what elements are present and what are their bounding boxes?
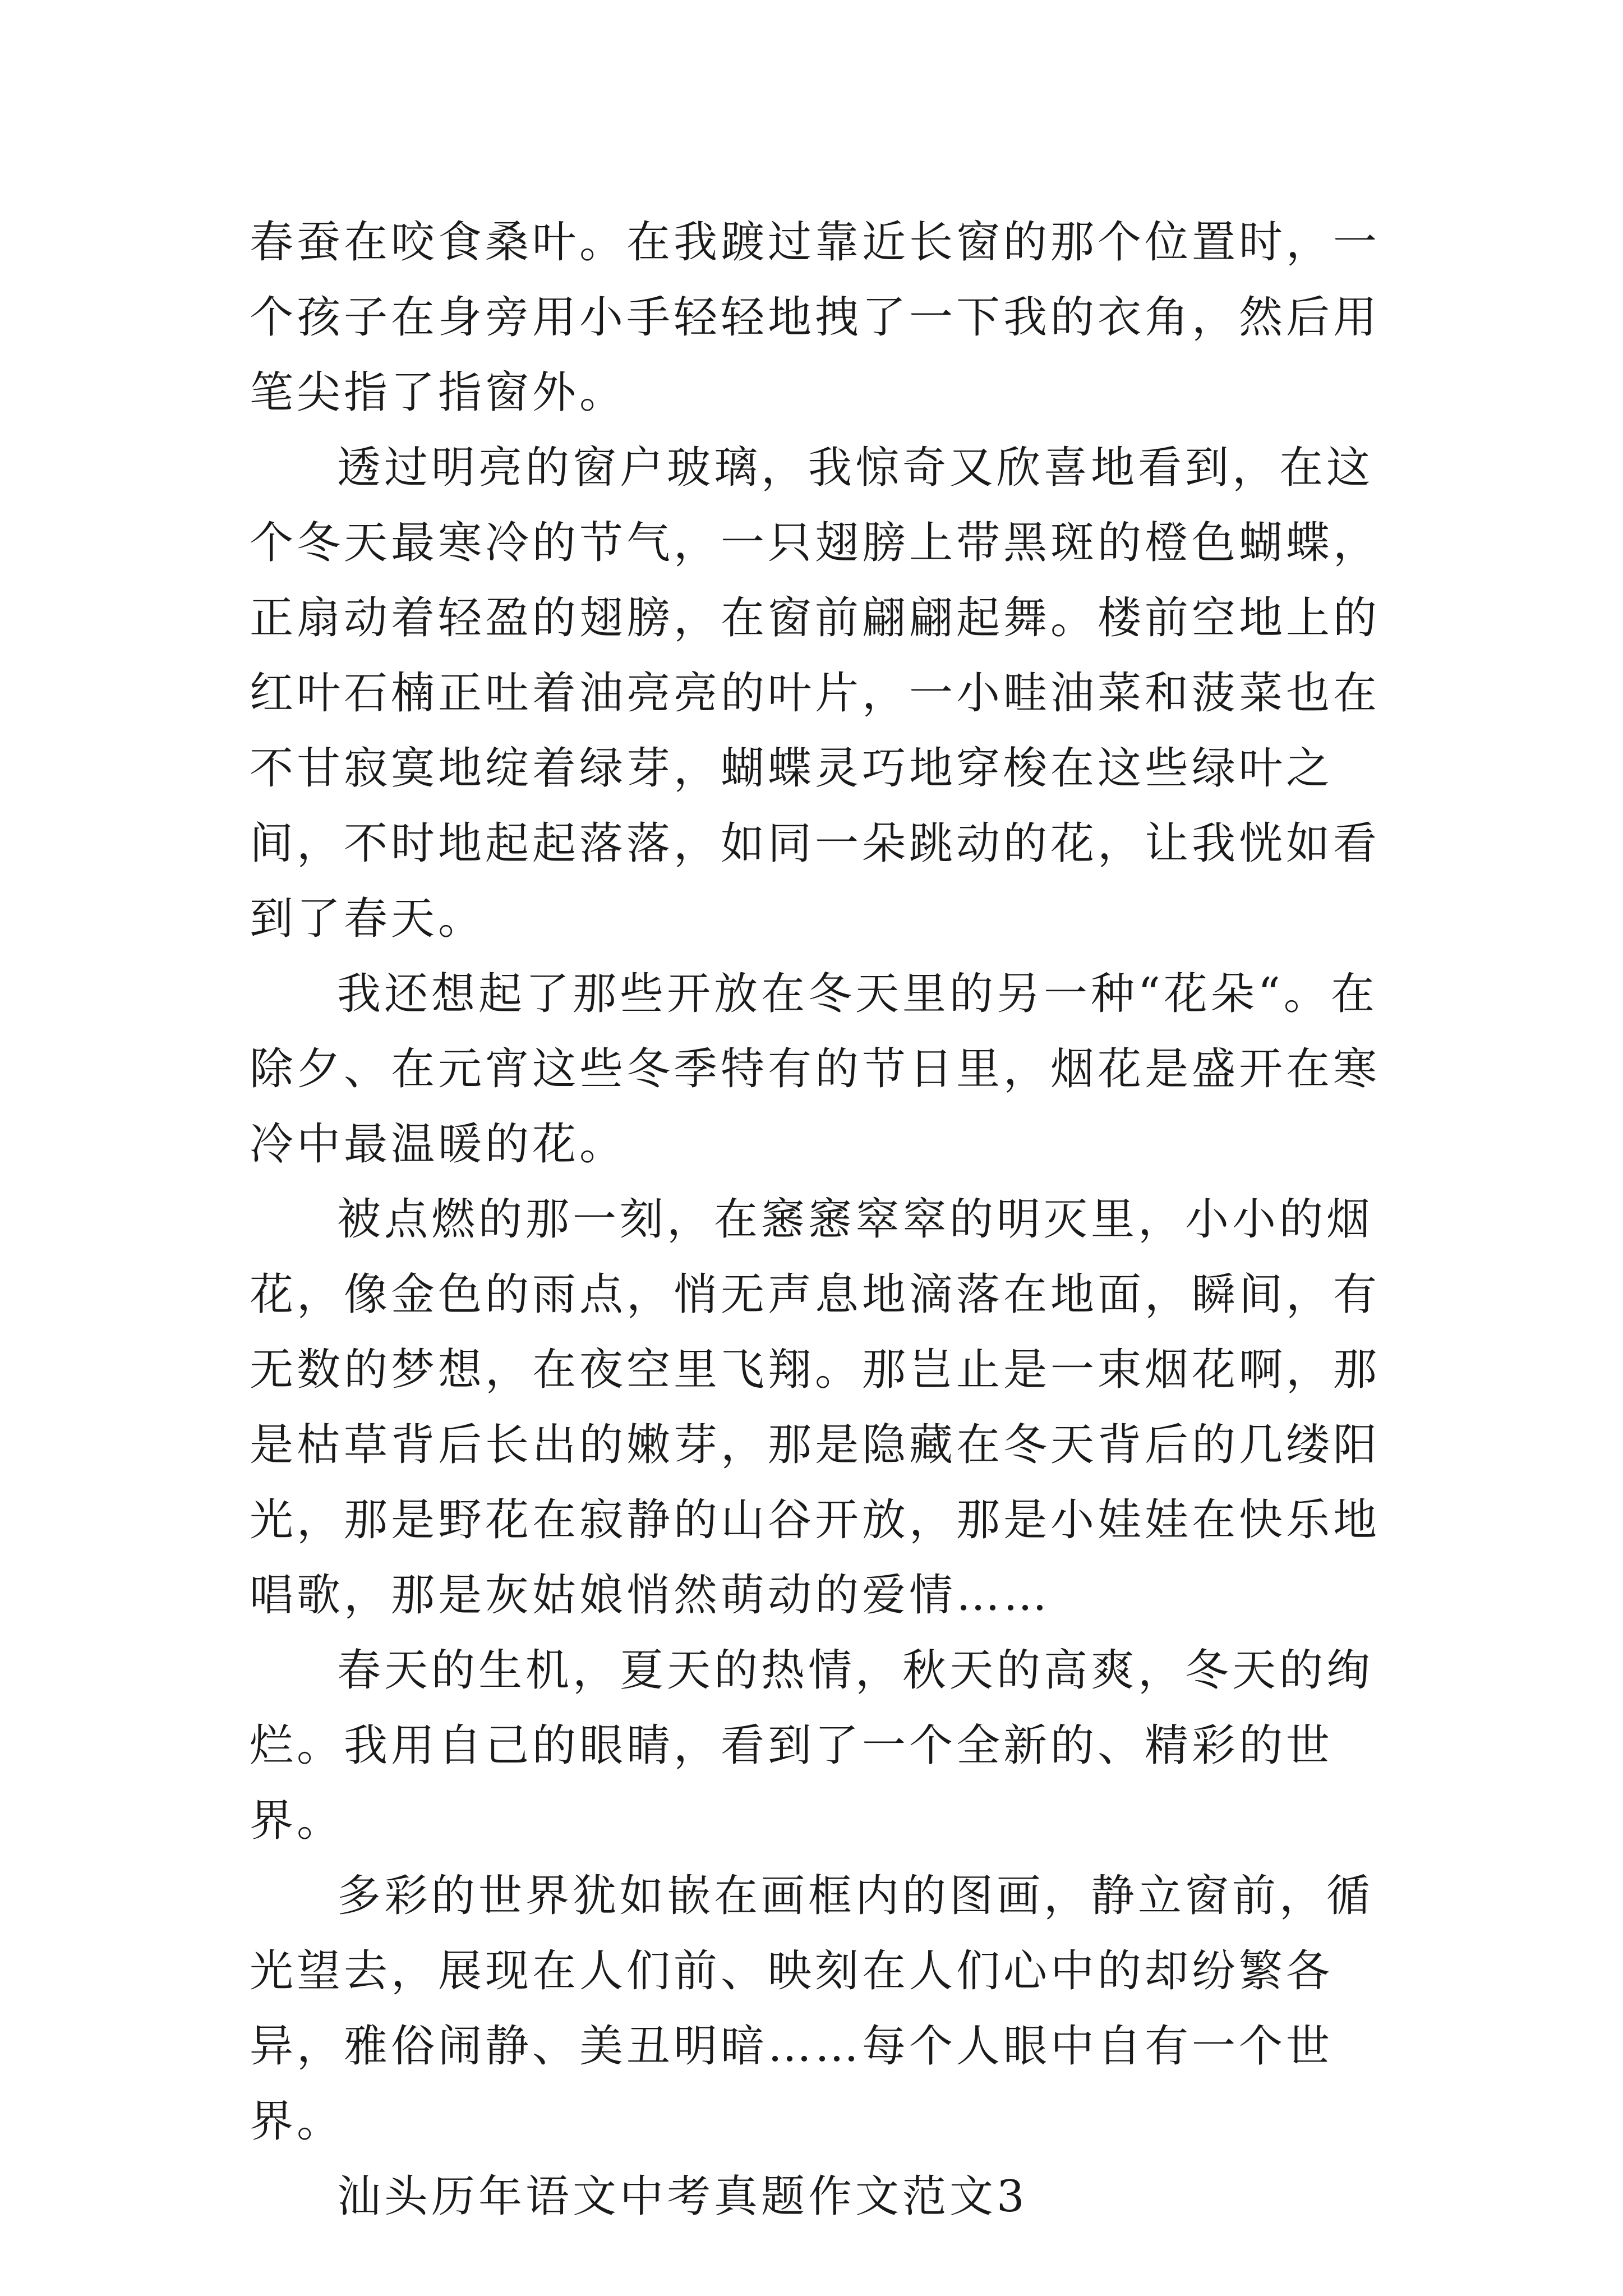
paragraph-3: 我还想起了那些开放在冬天里的另一种“花朵“。在除夕、在元宵这些冬季特有的节日里，烟花是盛开在寒冷中最温暖的花。 — [250, 969, 1381, 1170]
paragraph-6: 多彩的世界犹如嵌在画框内的图画，静立窗前，循光望去，展现在人们前、映刻在人们心中的却纷繁各异，雅俗闹静、美丑明暗……每个人眼中自有一个世界。 — [250, 1871, 1374, 2147]
paragraph-4: 被点燃的那一刻，在窸窸窣窣的明灭里，小小的烟花，像金色的雨点，悄无声息地滴落在地面，瞬间，有无数的梦想，在夜空里飞翔。那岂止是一束烟花啊，那是枯草背后长出的嫩芽，那是隐藏在冬天背后的几缕阳光，那是野花在寂静的山谷开放，那是小娃娃在快乐地唱歌，那是灰姑娘悄然萌动的爱情…… — [250, 1194, 1381, 1621]
section-heading: 汕头历年语文中考真题作文范文3 — [337, 2171, 1028, 2222]
article-body — [250, 205, 1388, 2234]
paragraph-2: 透过明亮的窗户玻璃，我惊奇又欣喜地看到，在这个冬天最寒冷的节气，一只翅膀上带黑斑的橙色蝴蝶，正扇动着轻盈的翅膀，在窗前翩翩起舞。楼前空地上的红叶石楠正吐着油亮亮的叶片，一小畦油菜和菠菜也在不甘寂寞地绽着绿芽，蝴蝶灵巧地穿梭在这些绿叶之间，不时地起起落落，如同一朵跳动的花，让我恍如看到了春天。 — [250, 443, 1381, 944]
paragraph-5: 春天的生机，夏天的热情，秋天的高爽，冬天的绚烂。我用自己的眼睛，看到了一个全新的、精彩的世界。 — [250, 1645, 1374, 1846]
paragraph-1: 春蚕在咬食桑叶。在我踱过靠近长窗的那个位置时，一个孩子在身旁用小手轻轻地拽了一下我的衣角，然后用笔尖指了指窗外。 — [250, 217, 1381, 418]
